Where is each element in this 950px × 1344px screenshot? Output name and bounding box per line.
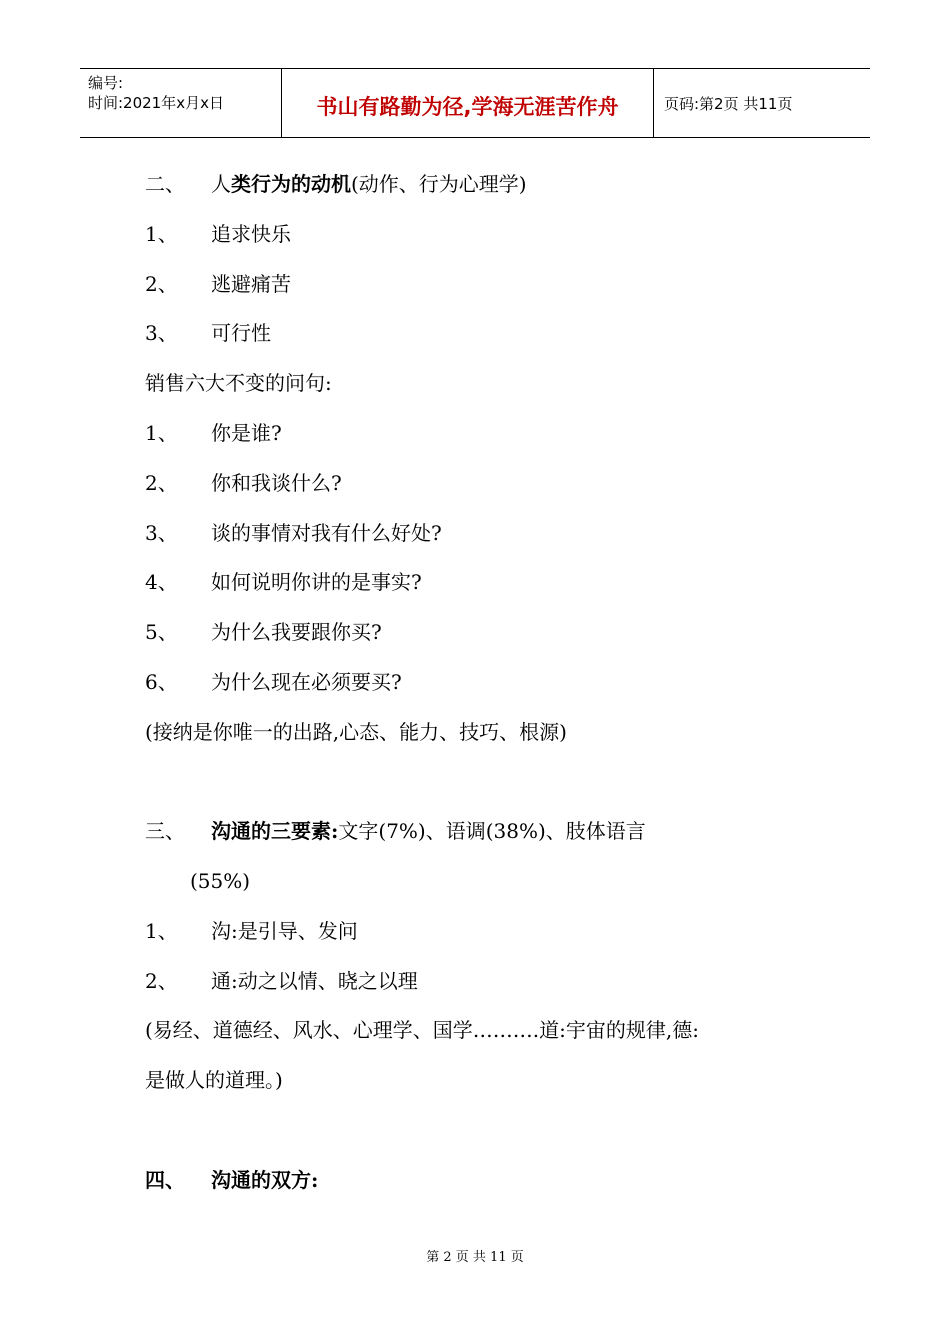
page-footer: 第 2 页 共 11 页 xyxy=(426,1250,524,1265)
item-text: 逃避痛苦 xyxy=(211,272,291,296)
item-text: 为什么现在必须要买? xyxy=(211,670,402,694)
list-item xyxy=(145,419,282,447)
item-number: 3、 xyxy=(145,521,178,545)
page-header xyxy=(80,68,870,138)
section2-number: 二、 xyxy=(145,172,185,196)
header-date-label: 时间:2021年x月x日 xyxy=(88,94,224,112)
item-number: 1、 xyxy=(145,222,178,246)
section4-title-bold: 沟通的双方: xyxy=(211,1168,319,1192)
section3-heading xyxy=(145,817,646,845)
questions-note: (接纳是你唯一的出路,心态、能力、技巧、根源) xyxy=(145,720,567,744)
header-number-label: 编号: xyxy=(88,74,124,92)
item-number: 1、 xyxy=(145,919,178,943)
item-text: 沟:是引导、发问 xyxy=(211,919,358,943)
item-number: 2、 xyxy=(145,471,178,495)
list-item xyxy=(145,220,291,248)
item-number: 3、 xyxy=(145,321,178,345)
section3-title-bold: 沟通的三要素: xyxy=(211,819,339,843)
list-item xyxy=(145,618,382,646)
header-meta xyxy=(80,69,282,137)
item-number: 2、 xyxy=(145,272,178,296)
item-number: 6、 xyxy=(145,670,178,694)
item-text: 追求快乐 xyxy=(211,222,291,246)
list-item xyxy=(145,917,358,945)
section2-title-plain: (动作、行为心理学) xyxy=(351,172,527,196)
section3-note-line1: (易经、道德经、风水、心理学、国学……….道:宇宙的规律,德: xyxy=(145,1018,699,1042)
item-text: 为什么我要跟你买? xyxy=(211,620,382,644)
list-item xyxy=(145,668,402,696)
list-item xyxy=(145,519,442,547)
item-number: 5、 xyxy=(145,620,178,644)
item-text: 谈的事情对我有什么好处? xyxy=(211,521,442,545)
item-text: 可行性 xyxy=(211,321,271,345)
section3-number: 三、 xyxy=(145,819,185,843)
list-item xyxy=(145,319,271,347)
item-text: 你是谁? xyxy=(211,421,282,445)
item-number: 1、 xyxy=(145,421,178,445)
section2-title-bold: 类行为的动机 xyxy=(231,172,351,196)
list-item xyxy=(145,568,422,596)
list-item xyxy=(145,967,418,995)
item-text: 如何说明你讲的是事实? xyxy=(211,570,422,594)
item-number: 2、 xyxy=(145,969,178,993)
section2-heading xyxy=(145,170,527,198)
section3-title-plain: 文字(7%)、语调(38%)、肢体语言 xyxy=(338,819,646,843)
item-number: 4、 xyxy=(145,570,178,594)
item-text: 你和我谈什么? xyxy=(211,471,342,495)
section2-title-lead: 人 xyxy=(211,172,231,196)
section3-note-line2: 是做人的道理。) xyxy=(145,1068,283,1092)
questions-heading: 销售六大不变的问句: xyxy=(145,371,332,395)
section4-number: 四、 xyxy=(145,1168,185,1192)
list-item xyxy=(145,469,342,497)
list-item xyxy=(145,270,291,298)
section3-title-continued: (55%) xyxy=(190,869,251,893)
item-text: 通:动之以情、晓之以理 xyxy=(211,969,418,993)
section4-heading xyxy=(145,1166,318,1194)
header-page-info: 页码:第2页 共11页 xyxy=(664,94,793,113)
header-motto: 书山有路勤为径,学海无涯苦作舟 xyxy=(282,69,654,137)
